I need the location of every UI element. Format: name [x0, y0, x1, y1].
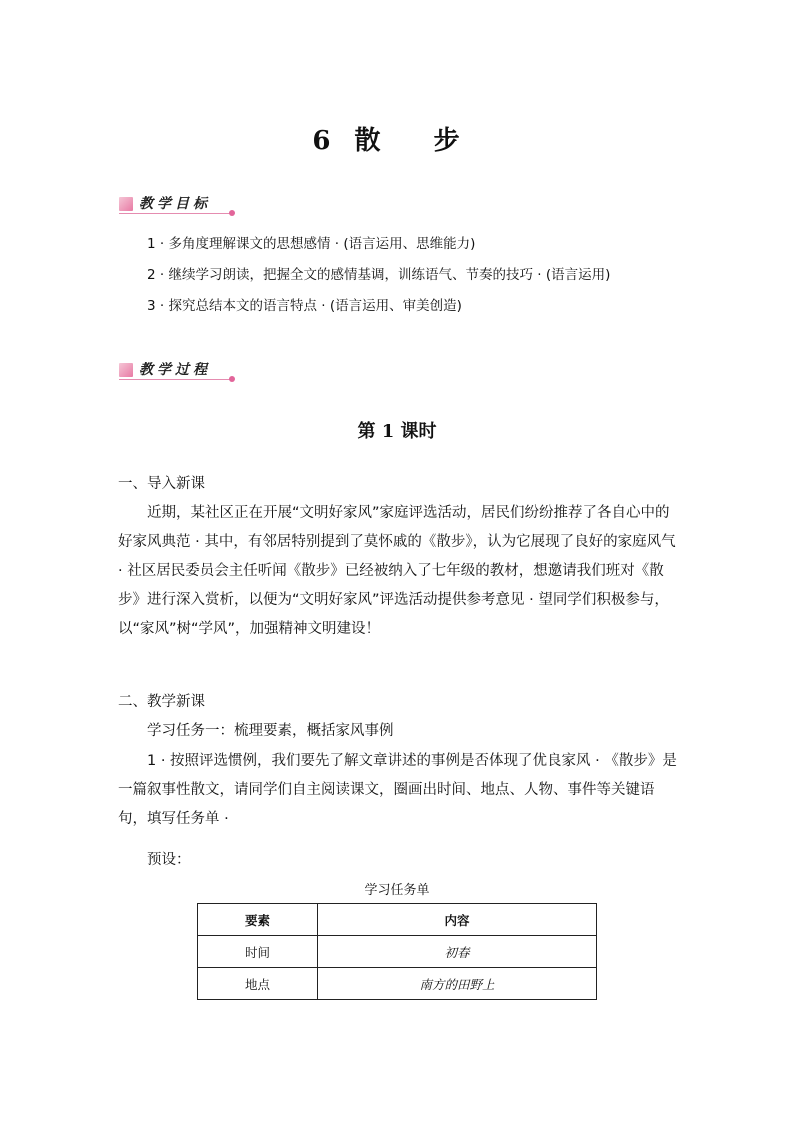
table-caption: 学习任务单 [364, 883, 430, 898]
part1-heading: 一、导入新课 [118, 476, 205, 492]
lesson-title: 散 步 [354, 126, 482, 156]
task-item-1 [118, 747, 678, 834]
goal-item-3: 3 · 探究总结本文的语言特点 · (语言运用、审美创造) [147, 298, 462, 314]
badge-underline [119, 379, 231, 380]
page-title [0, 120, 794, 157]
table-header-cell: 要素 [198, 904, 318, 936]
table-cell: 地点 [198, 968, 318, 1000]
lesson-number: 6 [312, 126, 333, 156]
table-row [198, 936, 597, 968]
table-cell: 时间 [198, 936, 318, 968]
goal-item-1: 1 · 多角度理解课文的思想感情 · (语言运用、思维能力) [147, 236, 476, 252]
table-cell: 南方的田野上 [318, 968, 597, 1000]
intro-paragraph [118, 499, 678, 644]
section-label-goals: 教学目标 [139, 196, 211, 212]
task-item-1-text: 1 · 按照评选惯例，我们要先了解文章讲述的事例是否体现了优良家风 · 《散步》是一篇叙事性散文，请同学们自主阅读课文，圈画出时间、地点、人物、事件等关键语句，填写任务单 · [118, 753, 677, 827]
table-header-row [198, 904, 597, 936]
part2-heading: 二、教学新课 [118, 694, 205, 710]
badge-underline [119, 213, 231, 214]
task-table [197, 903, 597, 1000]
lesson-period-title: 第 1 课时 [357, 421, 437, 442]
section-badge-goals [119, 193, 259, 223]
badge-dot-icon [229, 210, 235, 216]
badge-dot-icon [229, 376, 235, 382]
table-row [198, 968, 597, 1000]
task-title: 学习任务一：梳理要素，概括家风事例 [147, 723, 394, 739]
table-header-cell: 内容 [318, 904, 597, 936]
section-badge-process [119, 359, 259, 389]
badge-bar-icon [119, 197, 133, 211]
intro-paragraph-text: 近期，某社区正在开展“文明好家风”家庭评选活动，居民们纷纷推荐了各自心中的好家风典范 · 其中，有邻居特别提到了莫怀戚的《散步》，认为它展现了良好的家庭风气 · 社区居民委员会主任听闻《散步》已经被纳入了七年级的教材，想邀请我们班对《散步》进行深入赏析，以便为“文明好家风”评选活动提供参考意见 · 望同学们积极参与，以“家风”树“学风”，加强精神文明建设！ [118, 505, 676, 637]
table-cell: 初春 [318, 936, 597, 968]
section-label-process: 教学过程 [139, 362, 211, 378]
badge-bar-icon [119, 363, 133, 377]
preset-label: 预设： [147, 852, 191, 868]
goal-item-2: 2 · 继续学习朗读，把握全文的感情基调，训练语气、节奏的技巧 · (语言运用) [147, 267, 611, 283]
